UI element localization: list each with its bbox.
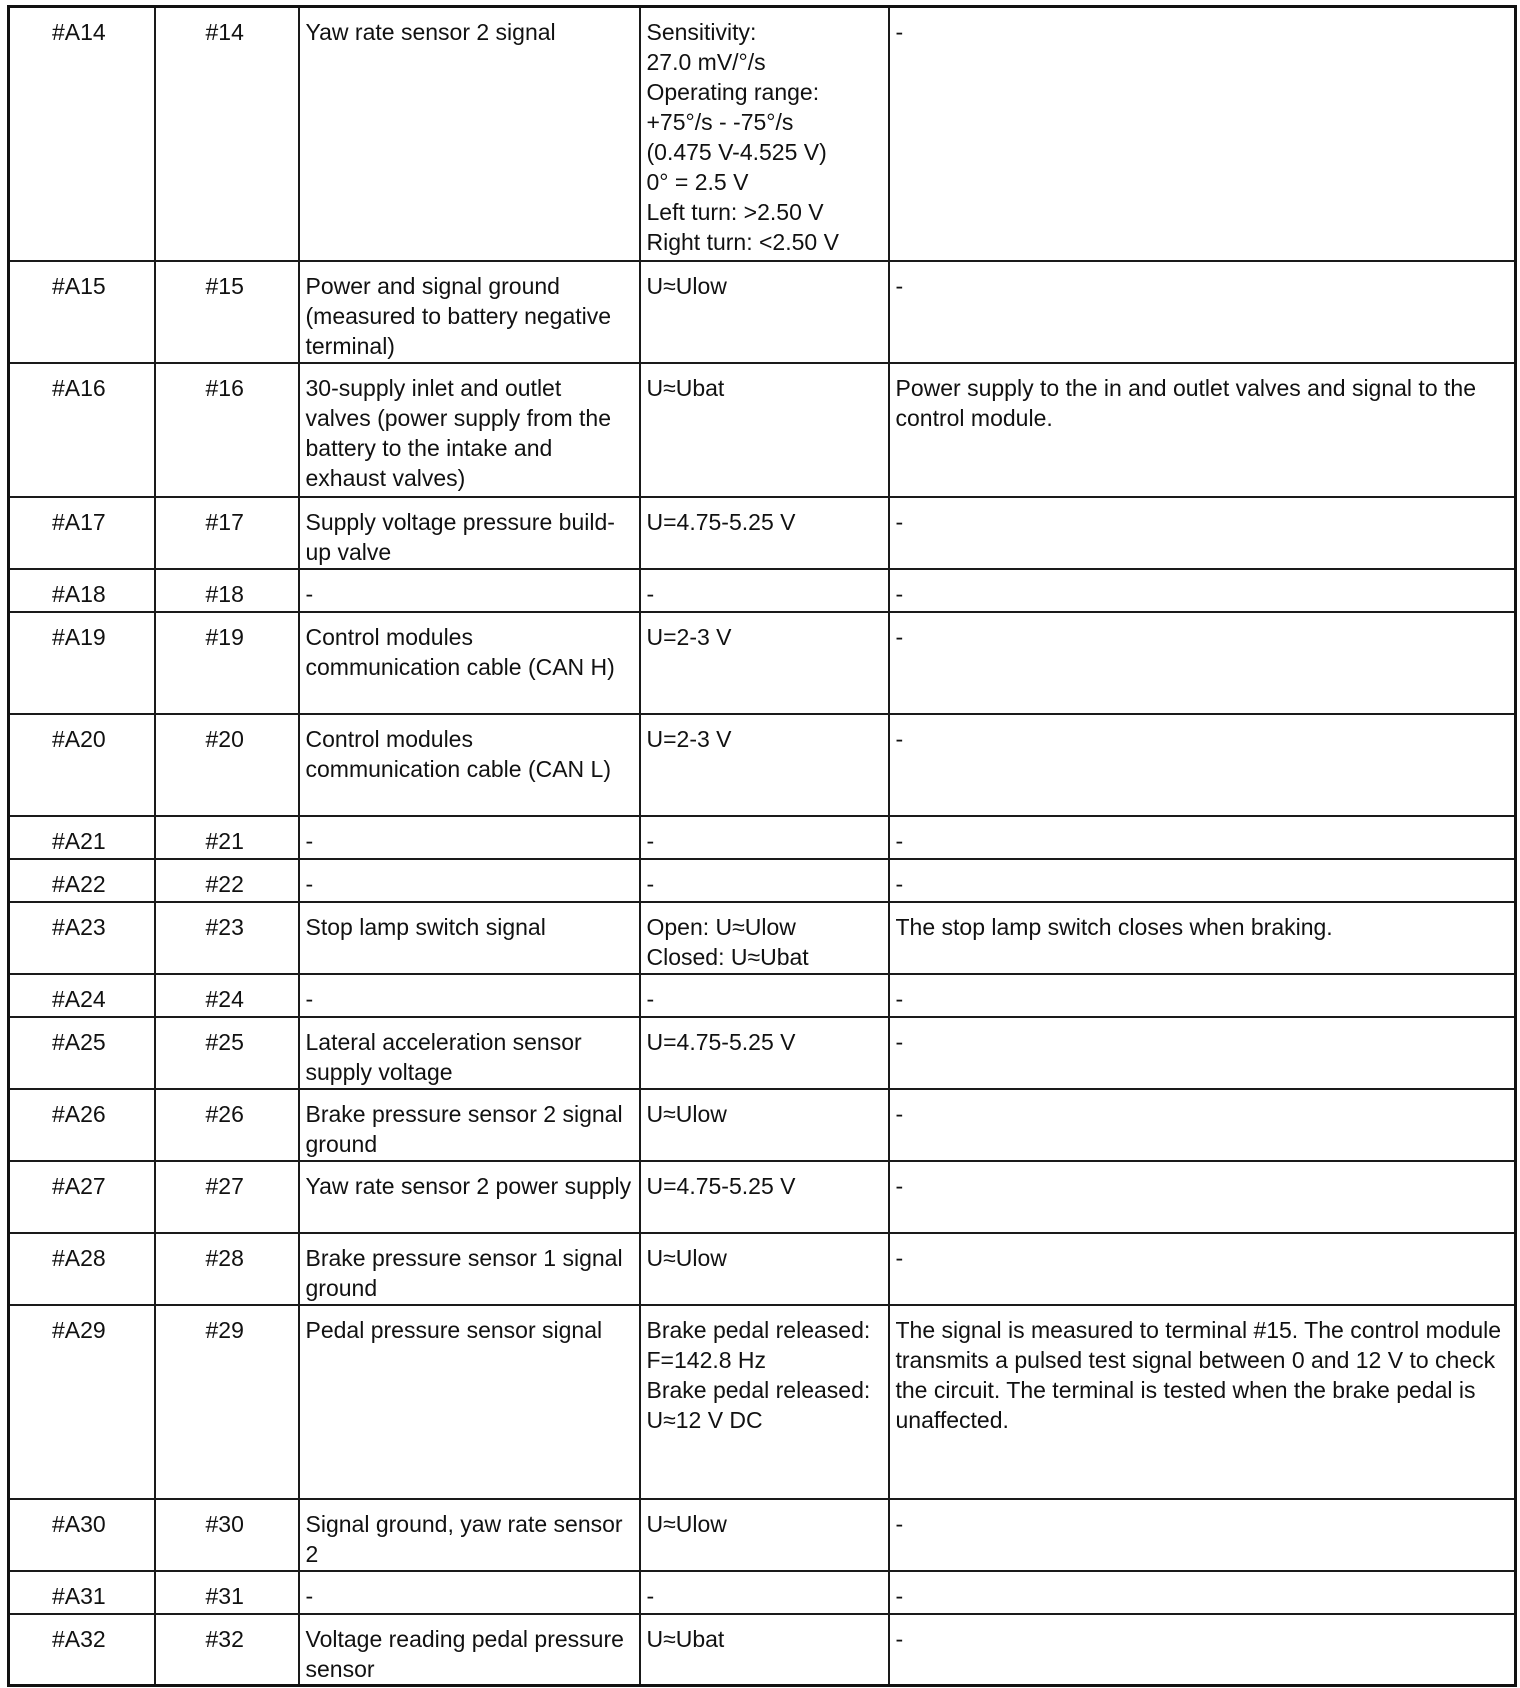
description-cell: - [299,816,640,859]
table-row [9,261,1516,363]
description-cell: Lateral acceleration sensor supply voltage [299,1017,640,1089]
connector-cell: #A27 [9,1161,155,1233]
table-row [9,859,1516,902]
table-row [9,1614,1516,1686]
value-cell: U≈Ulow [640,1233,889,1305]
note-cell: - [889,261,1516,363]
description-cell: Yaw rate sensor 2 power supply [299,1161,640,1233]
note-cell: - [889,1571,1516,1614]
connector-cell: #A32 [9,1614,155,1686]
connector-cell: #A17 [9,497,155,569]
pin-cell: #22 [155,859,299,902]
description-cell: - [299,1571,640,1614]
value-cell: U≈Ulow [640,261,889,363]
table-row [9,902,1516,974]
note-cell: - [889,1089,1516,1161]
pin-cell: #25 [155,1017,299,1089]
value-cell: U=2-3 V [640,612,889,714]
table-row [9,1089,1516,1161]
table-row [9,1161,1516,1233]
value-cell: U≈Ulow [640,1089,889,1161]
description-cell: Brake pressure sensor 1 signal ground [299,1233,640,1305]
pin-cell: #29 [155,1305,299,1499]
connector-cell: #A14 [9,7,155,261]
note-cell: - [889,816,1516,859]
value-cell: U=4.75-5.25 V [640,497,889,569]
pin-cell: #28 [155,1233,299,1305]
table-row [9,714,1516,816]
value-cell: U≈Ubat [640,1614,889,1686]
note-cell: The signal is measured to terminal #15. The control module transmits a pulsed test signal between 0 and 12 V to check the circuit. The terminal is tested when the brake pedal is unaffected. [889,1305,1516,1499]
pin-cell: #14 [155,7,299,261]
note-cell: - [889,497,1516,569]
note-cell: - [889,569,1516,612]
description-cell: Yaw rate sensor 2 signal [299,7,640,261]
value-cell: Brake pedal released: F=142.8 Hz Brake pedal released: U≈12 V DC [640,1305,889,1499]
table-row [9,1233,1516,1305]
value-cell: - [640,569,889,612]
description-cell: - [299,859,640,902]
note-cell: - [889,1017,1516,1089]
table-row [9,974,1516,1017]
pin-cell: #17 [155,497,299,569]
pin-cell: #20 [155,714,299,816]
table-row [9,816,1516,859]
table-row [9,569,1516,612]
description-cell: Power and signal ground (measured to battery negative terminal) [299,261,640,363]
note-cell: The stop lamp switch closes when braking. [889,902,1516,974]
value-cell: - [640,1571,889,1614]
table-row [9,363,1516,497]
note-cell: - [889,1233,1516,1305]
note-cell: - [889,714,1516,816]
connector-cell: #A31 [9,1571,155,1614]
value-cell: U≈Ubat [640,363,889,497]
connector-cell: #A23 [9,902,155,974]
value-cell: U≈Ulow [640,1499,889,1571]
value-cell: Sensitivity: 27.0 mV/°/s Operating range: +75°/s - -75°/s (0.475 V-4.525 V) 0° = 2.5 V Left turn: >2.50 V Right turn: <2.50 V [640,7,889,261]
connector-cell: #A21 [9,816,155,859]
description-cell: Signal ground, yaw rate sensor 2 [299,1499,640,1571]
note-cell: - [889,7,1516,261]
pin-cell: #21 [155,816,299,859]
connector-cell: #A28 [9,1233,155,1305]
description-cell: Brake pressure sensor 2 signal ground [299,1089,640,1161]
value-cell: U=4.75-5.25 V [640,1161,889,1233]
pin-cell: #18 [155,569,299,612]
pin-cell: #23 [155,902,299,974]
table-row [9,612,1516,714]
pin-cell: #32 [155,1614,299,1686]
description-cell: Control modules communication cable (CAN L) [299,714,640,816]
pin-cell: #30 [155,1499,299,1571]
pin-cell: #16 [155,363,299,497]
value-cell: - [640,859,889,902]
note-cell: - [889,1614,1516,1686]
description-cell: 30-supply inlet and outlet valves (power supply from the battery to the intake and exhaust valves) [299,363,640,497]
connector-cell: #A30 [9,1499,155,1571]
value-cell: - [640,816,889,859]
table-row [9,1017,1516,1089]
table-row [9,1499,1516,1571]
description-cell: Supply voltage pressure build-up valve [299,497,640,569]
table-row [9,497,1516,569]
connector-cell: #A26 [9,1089,155,1161]
connector-cell: #A29 [9,1305,155,1499]
pin-cell: #24 [155,974,299,1017]
note-cell: - [889,612,1516,714]
connector-cell: #A18 [9,569,155,612]
note-cell: Power supply to the in and outlet valves and signal to the control module. [889,363,1516,497]
note-cell: - [889,974,1516,1017]
description-cell: - [299,569,640,612]
pin-cell: #15 [155,261,299,363]
description-cell: - [299,974,640,1017]
value-cell: Open: U≈Ulow Closed: U≈Ubat [640,902,889,974]
pin-cell: #19 [155,612,299,714]
pin-cell: #27 [155,1161,299,1233]
note-cell: - [889,1499,1516,1571]
pin-cell: #31 [155,1571,299,1614]
connector-cell: #A19 [9,612,155,714]
table-row [9,1305,1516,1499]
value-cell: U=2-3 V [640,714,889,816]
description-cell: Stop lamp switch signal [299,902,640,974]
description-cell: Pedal pressure sensor signal [299,1305,640,1499]
connector-cell: #A16 [9,363,155,497]
table-row [9,1571,1516,1614]
connector-cell: #A15 [9,261,155,363]
connector-cell: #A20 [9,714,155,816]
table-row [9,7,1516,261]
pin-table [7,5,1517,1687]
description-cell: Control modules communication cable (CAN H) [299,612,640,714]
note-cell: - [889,859,1516,902]
value-cell: U=4.75-5.25 V [640,1017,889,1089]
connector-cell: #A25 [9,1017,155,1089]
note-cell: - [889,1161,1516,1233]
value-cell: - [640,974,889,1017]
pin-cell: #26 [155,1089,299,1161]
description-cell: Voltage reading pedal pressure sensor [299,1614,640,1686]
connector-cell: #A22 [9,859,155,902]
connector-cell: #A24 [9,974,155,1017]
